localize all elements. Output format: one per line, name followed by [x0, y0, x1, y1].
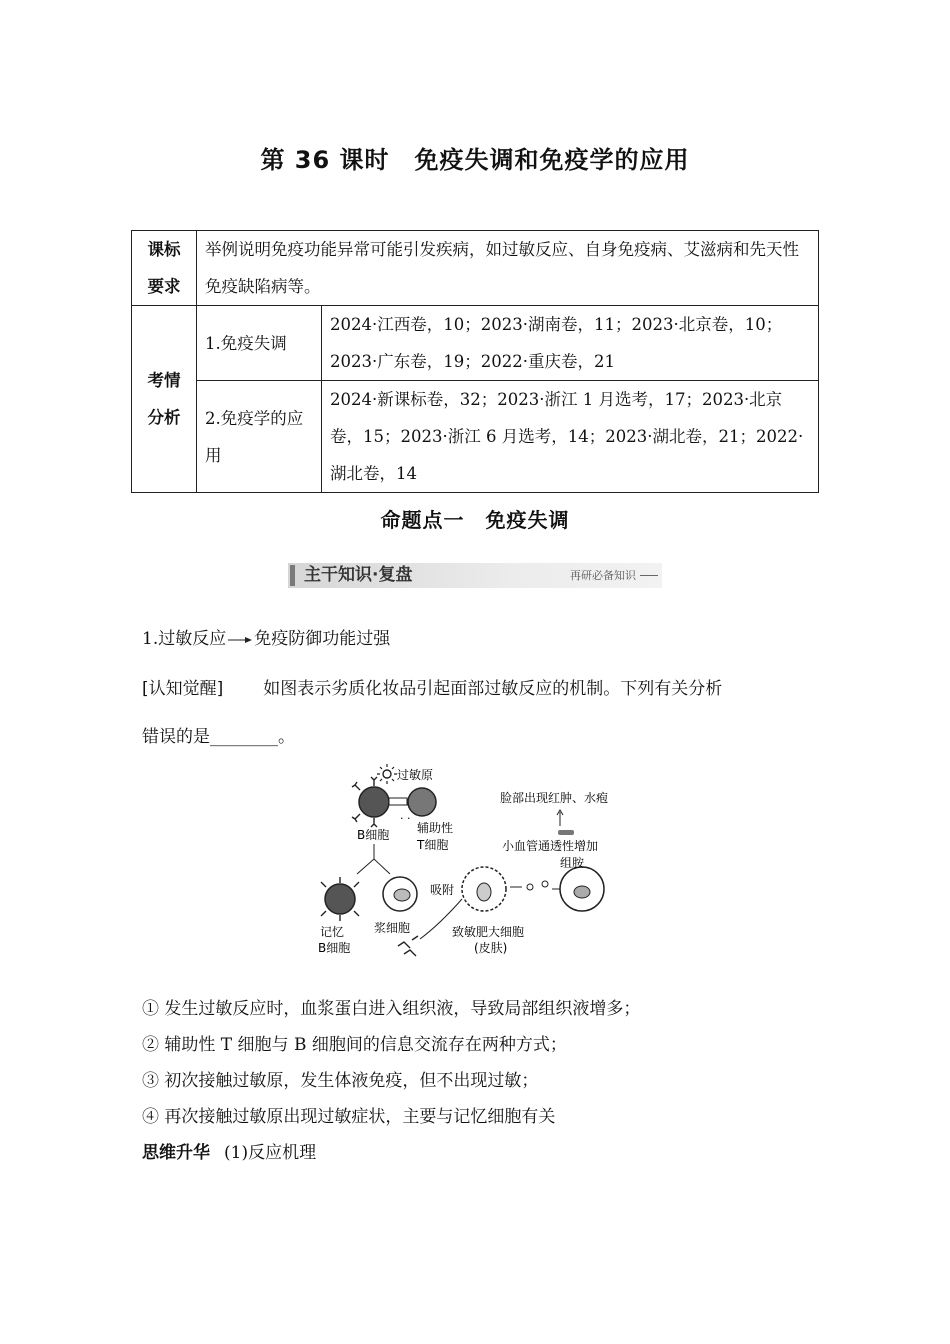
symptom-label: 脸部出现红肿、水疱	[500, 791, 609, 805]
banner-bar	[290, 565, 295, 586]
plasma-cell-icon	[383, 877, 417, 911]
mast-cell-icon	[462, 867, 506, 911]
allergen-label: 过敏原	[397, 768, 434, 782]
capillary-label: 小血管通透性增加	[502, 839, 599, 853]
question-tag: [认知觉醒]	[142, 679, 224, 699]
table-row	[132, 231, 819, 306]
branch-arrow-icon	[357, 844, 390, 874]
helper-t-cell-icon	[408, 788, 436, 816]
arrow-right-icon	[228, 635, 252, 645]
vessel-icon	[558, 830, 574, 835]
degranulated-cell-icon	[560, 867, 604, 911]
mast-label-2: (皮肤)	[474, 941, 508, 955]
memory-b-cell-icon	[321, 877, 359, 921]
up-arrow-icon	[557, 810, 563, 826]
dots: · ·	[400, 812, 411, 825]
banner-dash	[640, 575, 658, 576]
requirement-text: 举例说明免疫功能异常可能引发疾病，如过敏反应、自身免疫病、艾滋病和先天性免疫缺陷病等。	[197, 231, 819, 306]
option-1: ① 发生过敏反应时，血浆蛋白进入组织液，导致局部组织液增多；	[142, 999, 641, 1019]
memory-label-2: B细胞	[318, 941, 351, 955]
allergen-icon	[527, 884, 533, 890]
allergen-icon	[377, 764, 397, 784]
analysis-header: 考情分析	[132, 306, 197, 493]
antibody-icon	[398, 936, 418, 956]
memory-label-1: 记忆	[320, 925, 345, 939]
question-text: 如图表示劣质化妆品引起面部过敏反应的机制。下列有关分析	[263, 679, 723, 699]
question-line-2: 错误的是________。	[142, 727, 295, 747]
page-title: 第 36 课时 免疫失调和免疫学的应用	[260, 146, 690, 174]
plasma-label: 浆细胞	[374, 921, 411, 935]
banner-main: 主干知识·复盘	[304, 565, 413, 585]
section-title: 命题点一 免疫失调	[380, 508, 570, 532]
exam-list: 2024·江西卷，10；2023·湖南卷，11；2023·北京卷，10；2023·广东卷，19；2022·重庆卷，21	[322, 306, 819, 381]
allergy-mechanism-diagram	[312, 764, 642, 964]
mast-label-1: 致敏肥大细胞	[452, 925, 525, 939]
topic-label: 2.免疫学的应用	[197, 381, 322, 493]
requirement-header: 课标要求	[132, 231, 197, 306]
option-3: ③ 初次接触过敏原，发生体液免疫，但不出现过敏；	[142, 1071, 539, 1091]
knowledge-banner	[288, 563, 662, 588]
thinking-section	[142, 1138, 316, 1163]
curriculum-table	[131, 230, 819, 493]
banner-side: 再研必备知识	[570, 569, 636, 582]
item-allergy	[142, 624, 390, 649]
helper-t-label-1: 辅助性	[417, 821, 454, 835]
option-4: ④ 再次接触过敏原出现过敏症状，主要与记忆细胞有关	[142, 1107, 556, 1127]
thinking-head: 思维升华	[142, 1143, 210, 1163]
helper-t-label-2: T细胞	[417, 838, 449, 852]
question-line	[142, 674, 722, 699]
adsorb-label: 吸附	[430, 883, 455, 897]
item-allergy-left: 1.过敏反应	[142, 629, 227, 649]
exam-list: 2024·新课标卷，32；2023·浙江 1 月选考，17；2023·北京卷，15；2023·浙江 6 月选考，14；2023·湖北卷，21；2022·湖北卷，14	[322, 381, 819, 493]
histamine-label: 组胺	[560, 856, 585, 870]
option-2: ② 辅助性 T 细胞与 B 细胞间的信息交流存在两种方式；	[142, 1035, 567, 1055]
table-row	[132, 306, 819, 381]
b-cell-label: B细胞	[357, 828, 390, 842]
topic-label: 1.免疫失调	[197, 306, 322, 381]
item-allergy-right: 免疫防御功能过强	[254, 629, 391, 649]
thinking-text: (1)反应机理	[224, 1143, 317, 1163]
allergen-icon	[542, 881, 548, 887]
b-cell-icon	[352, 777, 407, 827]
table-row	[132, 381, 819, 493]
